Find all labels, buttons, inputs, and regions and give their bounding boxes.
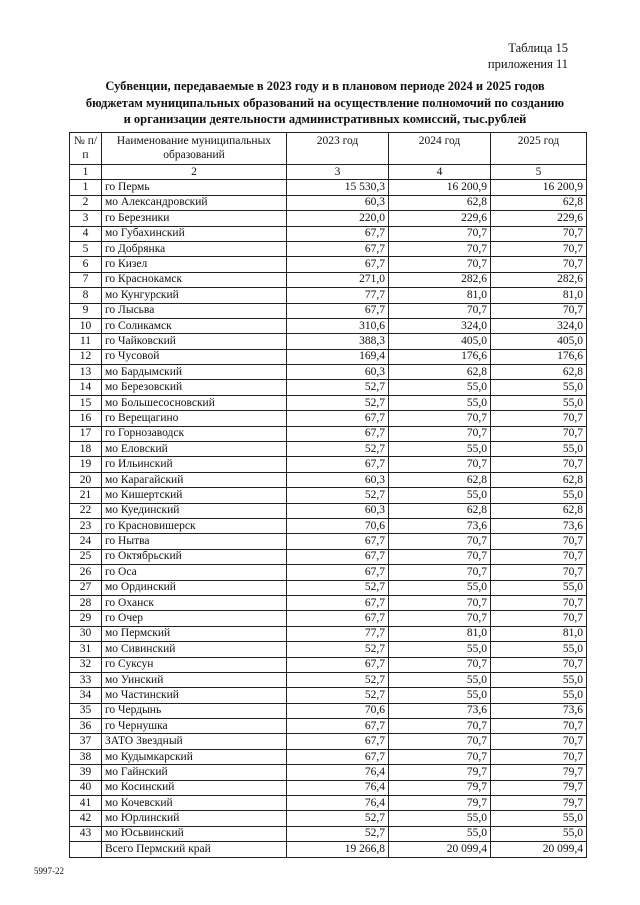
header-2023: 2023 год (287, 133, 389, 165)
value-2023: 52,7 (287, 688, 389, 703)
value-2025: 55,0 (491, 442, 587, 457)
municipality-name: го Чусовой (102, 349, 287, 364)
document-title (60, 78, 590, 128)
value-2024: 70,7 (389, 411, 491, 426)
value-2023: 60,3 (287, 472, 389, 487)
municipality-name: мо Кудымкарский (102, 749, 287, 764)
value-2023: 70,6 (287, 703, 389, 718)
row-number: 22 (70, 503, 102, 518)
value-2024: 176,6 (389, 349, 491, 364)
municipality-name: мо Карагайский (102, 472, 287, 487)
municipality-name: го Пермь (102, 180, 287, 195)
value-2023: 310,6 (287, 318, 389, 333)
value-2024: 70,7 (389, 734, 491, 749)
value-2024: 70,7 (389, 241, 491, 256)
table-row (70, 642, 587, 657)
row-number: 20 (70, 472, 102, 487)
municipality-name: мо Кочевский (102, 796, 287, 811)
table-row (70, 626, 587, 641)
document-code: 5997-22 (34, 866, 64, 876)
row-number: 42 (70, 811, 102, 826)
value-2025: 70,7 (491, 611, 587, 626)
value-2025: 73,6 (491, 703, 587, 718)
value-2024: 55,0 (389, 826, 491, 841)
value-2024: 70,7 (389, 595, 491, 610)
value-2024: 70,7 (389, 719, 491, 734)
table-row (70, 703, 587, 718)
table-row (70, 472, 587, 487)
value-2023: 388,3 (287, 334, 389, 349)
municipality-name: го Оса (102, 565, 287, 580)
col-number: 2 (102, 165, 287, 180)
value-2023: 67,7 (287, 534, 389, 549)
value-2025: 70,7 (491, 565, 587, 580)
table-row (70, 580, 587, 595)
col-number: 1 (70, 165, 102, 180)
title-line: Субвенции, передаваемые в 2023 году и в плановом периоде 2024 и 2025 годов (105, 79, 545, 93)
table-row (70, 288, 587, 303)
table-row (70, 518, 587, 533)
table-row (70, 657, 587, 672)
row-number: 39 (70, 765, 102, 780)
table-row (70, 826, 587, 841)
value-2025: 62,8 (491, 503, 587, 518)
value-2024: 70,7 (389, 611, 491, 626)
table-row (70, 426, 587, 441)
table-row (70, 226, 587, 241)
value-2025: 70,7 (491, 595, 587, 610)
row-number: 3 (70, 211, 102, 226)
table-row (70, 457, 587, 472)
value-2023: 67,7 (287, 411, 389, 426)
value-2025: 55,0 (491, 826, 587, 841)
value-2023: 67,7 (287, 749, 389, 764)
municipality-name: мо Березовский (102, 380, 287, 395)
municipality-name: Всего Пермский край (102, 842, 287, 857)
title-line: и организации деятельности административных комиссий, тыс.рублей (123, 112, 527, 126)
row-number: 4 (70, 226, 102, 241)
value-2025: 324,0 (491, 318, 587, 333)
value-2023: 67,7 (287, 303, 389, 318)
row-number: 26 (70, 565, 102, 580)
municipality-name: мо Частинский (102, 688, 287, 703)
subsidies-table (69, 132, 587, 858)
row-number: 1 (70, 180, 102, 195)
value-2023: 52,7 (287, 826, 389, 841)
table-row (70, 534, 587, 549)
row-number: 2 (70, 195, 102, 210)
row-number: 27 (70, 580, 102, 595)
table-number: Таблица 15 (508, 41, 568, 55)
value-2023: 70,6 (287, 518, 389, 533)
value-2023: 76,4 (287, 780, 389, 795)
table-row (70, 195, 587, 210)
value-2023: 52,7 (287, 811, 389, 826)
table-row (70, 595, 587, 610)
value-2024: 70,7 (389, 549, 491, 564)
value-2024: 62,8 (389, 503, 491, 518)
value-2023: 52,7 (287, 380, 389, 395)
value-2024: 70,7 (389, 426, 491, 441)
value-2024: 70,7 (389, 303, 491, 318)
value-2025: 55,0 (491, 642, 587, 657)
table-row (70, 765, 587, 780)
value-2025: 229,6 (491, 211, 587, 226)
value-2023: 220,0 (287, 211, 389, 226)
value-2023: 19 266,8 (287, 842, 389, 857)
value-2023: 67,7 (287, 565, 389, 580)
row-number: 17 (70, 426, 102, 441)
row-number: 40 (70, 780, 102, 795)
value-2025: 70,7 (491, 549, 587, 564)
row-number: 37 (70, 734, 102, 749)
value-2024: 20 099,4 (389, 842, 491, 857)
value-2024: 62,8 (389, 472, 491, 487)
row-number (70, 842, 102, 857)
municipality-name: го Горнозаводск (102, 426, 287, 441)
municipality-name: мо Юсьвинский (102, 826, 287, 841)
row-number: 8 (70, 288, 102, 303)
value-2025: 70,7 (491, 749, 587, 764)
row-number: 12 (70, 349, 102, 364)
municipality-name: го Очер (102, 611, 287, 626)
municipality-name: го Суксун (102, 657, 287, 672)
municipality-name: го Октябрьский (102, 549, 287, 564)
value-2023: 77,7 (287, 626, 389, 641)
table-body (70, 180, 587, 857)
municipality-name: мо Уинский (102, 672, 287, 687)
table-row (70, 334, 587, 349)
municipality-name: мо Еловский (102, 442, 287, 457)
col-number: 5 (491, 165, 587, 180)
value-2024: 55,0 (389, 811, 491, 826)
row-number: 33 (70, 672, 102, 687)
row-number: 9 (70, 303, 102, 318)
municipality-name: мо Большесосновский (102, 395, 287, 410)
row-number: 14 (70, 380, 102, 395)
table-row (70, 365, 587, 380)
value-2025: 79,7 (491, 765, 587, 780)
value-2025: 62,8 (491, 195, 587, 210)
value-2025: 70,7 (491, 657, 587, 672)
value-2025: 176,6 (491, 349, 587, 364)
header-2025: 2025 год (491, 133, 587, 165)
municipality-name: го Нытва (102, 534, 287, 549)
table-row (70, 395, 587, 410)
municipality-name: го Соликамск (102, 318, 287, 333)
value-2025: 70,7 (491, 734, 587, 749)
col-number: 3 (287, 165, 389, 180)
value-2025: 405,0 (491, 334, 587, 349)
value-2025: 55,0 (491, 688, 587, 703)
row-number: 36 (70, 719, 102, 734)
value-2023: 271,0 (287, 272, 389, 287)
row-number: 41 (70, 796, 102, 811)
value-2024: 79,7 (389, 780, 491, 795)
municipality-name: мо Гайнский (102, 765, 287, 780)
table-label (488, 40, 568, 72)
value-2024: 55,0 (389, 688, 491, 703)
value-2025: 62,8 (491, 365, 587, 380)
row-number: 25 (70, 549, 102, 564)
row-number: 35 (70, 703, 102, 718)
value-2023: 52,7 (287, 580, 389, 595)
table-row (70, 442, 587, 457)
row-number: 32 (70, 657, 102, 672)
row-number: 10 (70, 318, 102, 333)
row-number: 43 (70, 826, 102, 841)
value-2024: 73,6 (389, 518, 491, 533)
municipality-name: го Красновишерск (102, 518, 287, 533)
header-name: Наименование муниципальных образований (102, 133, 287, 165)
value-2025: 70,7 (491, 534, 587, 549)
value-2024: 70,7 (389, 226, 491, 241)
municipality-name: го Краснокамск (102, 272, 287, 287)
table-row (70, 611, 587, 626)
municipality-name: мо Ординский (102, 580, 287, 595)
municipality-name: го Березники (102, 211, 287, 226)
municipality-name: го Оханск (102, 595, 287, 610)
table-row (70, 780, 587, 795)
value-2024: 70,7 (389, 534, 491, 549)
table-row (70, 749, 587, 764)
row-number: 15 (70, 395, 102, 410)
value-2025: 70,7 (491, 411, 587, 426)
row-number: 7 (70, 272, 102, 287)
row-number: 19 (70, 457, 102, 472)
row-number: 18 (70, 442, 102, 457)
value-2024: 70,7 (389, 657, 491, 672)
value-2023: 52,7 (287, 642, 389, 657)
municipality-name: го Добрянка (102, 241, 287, 256)
table-row (70, 303, 587, 318)
value-2023: 67,7 (287, 734, 389, 749)
value-2023: 67,7 (287, 549, 389, 564)
table-row (70, 411, 587, 426)
row-number: 23 (70, 518, 102, 533)
value-2023: 67,7 (287, 719, 389, 734)
value-2024: 55,0 (389, 395, 491, 410)
header-2024: 2024 год (389, 133, 491, 165)
row-number: 13 (70, 365, 102, 380)
value-2024: 73,6 (389, 703, 491, 718)
row-number: 21 (70, 488, 102, 503)
value-2025: 73,6 (491, 518, 587, 533)
municipality-name: мо Кишертский (102, 488, 287, 503)
value-2024: 62,8 (389, 195, 491, 210)
value-2025: 70,7 (491, 226, 587, 241)
table-row (70, 257, 587, 272)
table-row (70, 796, 587, 811)
row-number: 38 (70, 749, 102, 764)
table-row (70, 241, 587, 256)
value-2025: 70,7 (491, 257, 587, 272)
table-row (70, 211, 587, 226)
municipality-name: го Чердынь (102, 703, 287, 718)
value-2025: 55,0 (491, 380, 587, 395)
table-header-row (70, 133, 587, 165)
municipality-name: мо Косинский (102, 780, 287, 795)
value-2024: 79,7 (389, 796, 491, 811)
municipality-name: го Лысьва (102, 303, 287, 318)
value-2025: 70,7 (491, 241, 587, 256)
municipality-name: мо Пермский (102, 626, 287, 641)
value-2025: 79,7 (491, 780, 587, 795)
value-2025: 282,6 (491, 272, 587, 287)
value-2023: 67,7 (287, 657, 389, 672)
value-2025: 70,7 (491, 303, 587, 318)
row-number: 28 (70, 595, 102, 610)
value-2025: 55,0 (491, 580, 587, 595)
value-2024: 70,7 (389, 457, 491, 472)
table-row (70, 734, 587, 749)
value-2023: 60,3 (287, 503, 389, 518)
table-row (70, 811, 587, 826)
col-number: 4 (389, 165, 491, 180)
municipality-name: мо Бардымский (102, 365, 287, 380)
value-2023: 52,7 (287, 672, 389, 687)
municipality-name: мо Губахинский (102, 226, 287, 241)
total-row (70, 842, 587, 857)
row-number: 11 (70, 334, 102, 349)
value-2023: 52,7 (287, 488, 389, 503)
value-2025: 81,0 (491, 626, 587, 641)
value-2024: 55,0 (389, 580, 491, 595)
value-2024: 55,0 (389, 672, 491, 687)
value-2024: 70,7 (389, 257, 491, 272)
table-row (70, 549, 587, 564)
row-number: 31 (70, 642, 102, 657)
value-2023: 67,7 (287, 257, 389, 272)
value-2023: 67,7 (287, 241, 389, 256)
value-2023: 67,7 (287, 226, 389, 241)
value-2024: 55,0 (389, 488, 491, 503)
value-2025: 70,7 (491, 457, 587, 472)
municipality-name: мо Кунгурский (102, 288, 287, 303)
value-2024: 70,7 (389, 749, 491, 764)
value-2023: 52,7 (287, 395, 389, 410)
value-2024: 55,0 (389, 380, 491, 395)
header-number: № п/п (70, 133, 102, 165)
value-2024: 324,0 (389, 318, 491, 333)
value-2024: 81,0 (389, 288, 491, 303)
municipality-name: мо Юрлинский (102, 811, 287, 826)
value-2023: 67,7 (287, 457, 389, 472)
value-2025: 55,0 (491, 488, 587, 503)
municipality-name: го Чернушка (102, 719, 287, 734)
value-2025: 55,0 (491, 811, 587, 826)
value-2024: 79,7 (389, 765, 491, 780)
value-2023: 67,7 (287, 611, 389, 626)
value-2023: 15 530,3 (287, 180, 389, 195)
value-2025: 16 200,9 (491, 180, 587, 195)
row-number: 34 (70, 688, 102, 703)
table-row (70, 272, 587, 287)
table-row (70, 180, 587, 195)
value-2023: 67,7 (287, 426, 389, 441)
value-2025: 62,8 (491, 472, 587, 487)
row-number: 30 (70, 626, 102, 641)
municipality-name: го Верещагино (102, 411, 287, 426)
municipality-name: го Чайковский (102, 334, 287, 349)
value-2024: 55,0 (389, 642, 491, 657)
municipality-name: го Ильинский (102, 457, 287, 472)
value-2024: 16 200,9 (389, 180, 491, 195)
value-2023: 76,4 (287, 765, 389, 780)
value-2025: 79,7 (491, 796, 587, 811)
municipality-name: мо Сивинский (102, 642, 287, 657)
value-2024: 62,8 (389, 365, 491, 380)
appendix-number: приложения 11 (487, 57, 568, 71)
value-2024: 229,6 (389, 211, 491, 226)
table-row (70, 349, 587, 364)
municipality-name: го Кизел (102, 257, 287, 272)
row-number: 5 (70, 241, 102, 256)
value-2023: 67,7 (287, 595, 389, 610)
value-2023: 52,7 (287, 442, 389, 457)
value-2025: 20 099,4 (491, 842, 587, 857)
value-2024: 70,7 (389, 565, 491, 580)
row-number: 29 (70, 611, 102, 626)
row-number: 6 (70, 257, 102, 272)
row-number: 24 (70, 534, 102, 549)
value-2025: 55,0 (491, 672, 587, 687)
value-2025: 55,0 (491, 395, 587, 410)
table-row (70, 719, 587, 734)
row-number: 16 (70, 411, 102, 426)
value-2023: 60,3 (287, 365, 389, 380)
value-2023: 60,3 (287, 195, 389, 210)
municipality-name: ЗАТО Звездный (102, 734, 287, 749)
table-row (70, 380, 587, 395)
value-2024: 282,6 (389, 272, 491, 287)
table-row (70, 688, 587, 703)
value-2023: 76,4 (287, 796, 389, 811)
value-2024: 81,0 (389, 626, 491, 641)
municipality-name: мо Александровский (102, 195, 287, 210)
value-2024: 55,0 (389, 442, 491, 457)
value-2025: 70,7 (491, 426, 587, 441)
table-row (70, 503, 587, 518)
table-row (70, 488, 587, 503)
table-row (70, 672, 587, 687)
table-row (70, 318, 587, 333)
municipality-name: мо Куединский (102, 503, 287, 518)
title-line: бюджетам муниципальных образований на осуществление полномочий по созданию (85, 95, 565, 110)
value-2024: 405,0 (389, 334, 491, 349)
value-2025: 70,7 (491, 719, 587, 734)
value-2023: 169,4 (287, 349, 389, 364)
value-2023: 77,7 (287, 288, 389, 303)
column-number-row (70, 165, 587, 180)
table-row (70, 565, 587, 580)
value-2025: 81,0 (491, 288, 587, 303)
